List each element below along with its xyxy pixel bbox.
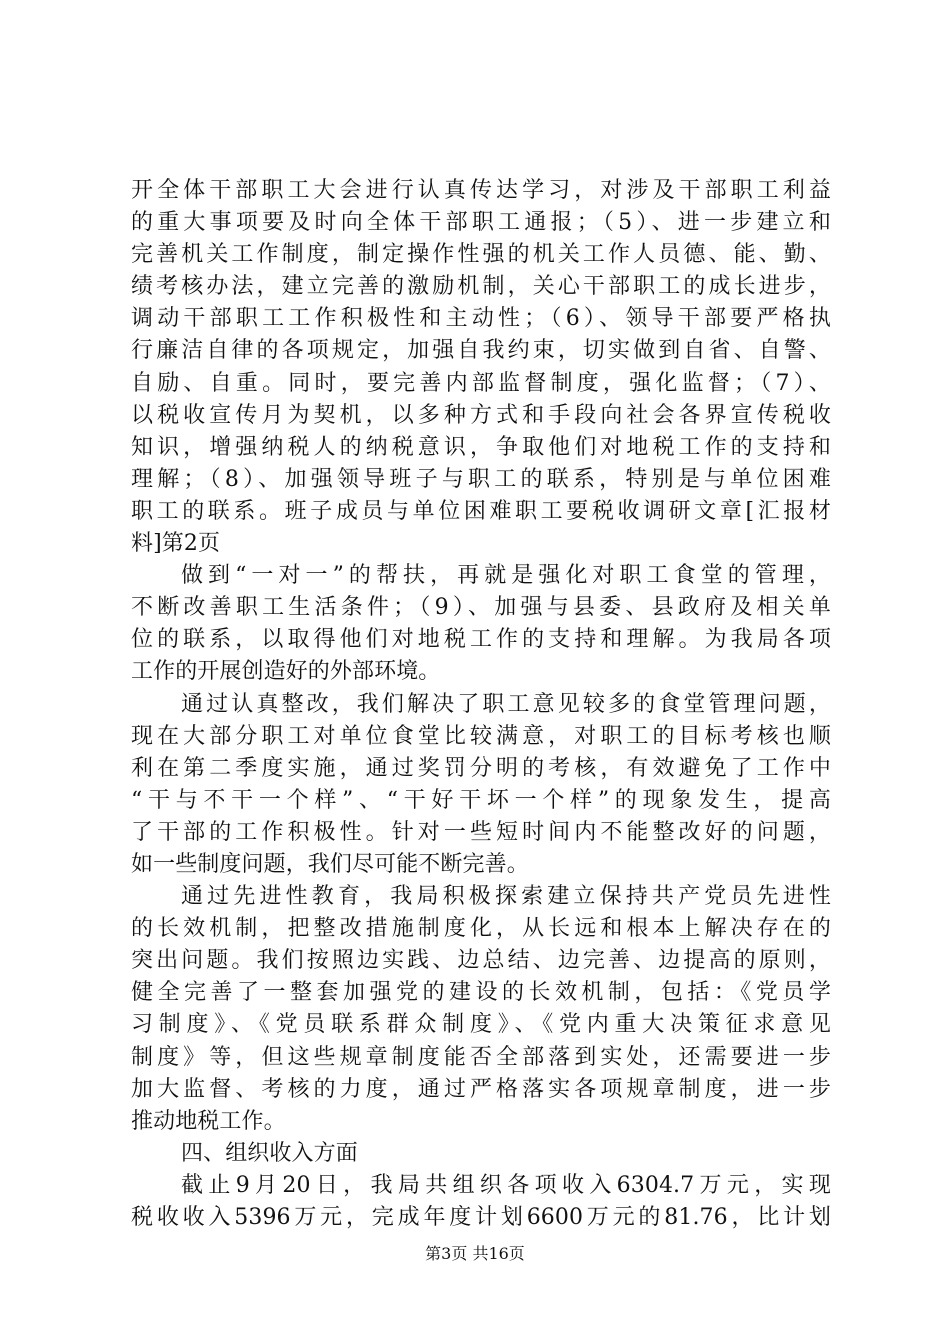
text-line: 的重大事项要及时向全体干部职工通报；（5）、进一步建立和 (131, 210, 831, 236)
text-line: 以税收宣传月为契机，以多种方式和手段向社会各界宣传税收 (131, 402, 831, 428)
text-line: 推动地税工作。 (131, 1108, 286, 1134)
text-line: 突出问题。我们按照边实践、边总结、边完善、边提高的原则， (131, 948, 831, 974)
text-line: 加大监督、考核的力度，通过严格落实各项规章制度，进一步 (131, 1076, 831, 1102)
text-line: 截止9月20日，我局共组织各项收入6304.7万元，实现 (181, 1172, 831, 1198)
text-line: 的长效机制，把整改措施制度化，从长远和根本上解决存在的 (131, 916, 831, 942)
text-line: 行廉洁自律的各项规定，加强自我约束，切实做到自省、自警、 (131, 338, 831, 364)
text-line: 如一些制度问题，我们尽可能不断完善。 (131, 851, 529, 877)
text-line: 利在第二季度实施，通过奖罚分明的考核，有效避免了工作中 (131, 755, 831, 781)
text-line: 自励、自重。同时，要完善内部监督制度，强化监督；（7）、 (131, 370, 831, 396)
text-line: “干与不干一个样”、“干好干坏一个样”的现象发生，提高 (131, 787, 831, 813)
text-line: 理解；（8）、加强领导班子与职工的联系，特别是与单位困难 (131, 466, 831, 492)
text-line: 做到“一对一”的帮扶，再就是强化对职工食堂的管理， (181, 563, 831, 589)
text-line: 完善机关工作制度，制定操作性强的机关工作人员德、能、勤、 (131, 242, 831, 268)
text-line: 不断改善职工生活条件；（9）、加强与县委、县政府及相关单 (131, 595, 831, 621)
text-line: 料]第2页 (131, 531, 221, 557)
text-line: 调动干部职工工作积极性和主动性；（6）、领导干部要严格执 (131, 306, 831, 332)
text-line: 工作的开展创造好的外部环境。 (131, 659, 441, 685)
text-line: 通过先进性教育，我局积极探索建立保持共产党员先进性 (181, 884, 831, 910)
text-line: 习制度》、《党员联系群众制度》、《党内重大决策征求意见 (131, 1012, 831, 1038)
text-line: 制度》等，但这些规章制度能否全部落到实处，还需要进一步 (131, 1044, 831, 1070)
text-line: 通过认真整改，我们解决了职工意见较多的食堂管理问题， (181, 691, 831, 717)
document-body (131, 175, 831, 1234)
text-line: 开全体干部职工大会进行认真传达学习，对涉及干部职工利益 (131, 178, 831, 203)
text-line: 绩考核办法，建立完善的激励机制，关心干部职工的成长进步， (131, 274, 831, 300)
text-line: 税收收入5396万元，完成年度计划6600万元的81.76，比计划 (131, 1205, 831, 1230)
text-line: 职工的联系。班子成员与单位困难职工要税收调研文章[汇报材 (131, 498, 831, 524)
text-line: 健全完善了一整套加强党的建设的长效机制，包括：《党员学 (131, 980, 831, 1006)
page-footer: 第3页 共16页 (425, 1244, 525, 1263)
text-line: 知识，增强纳税人的纳税意识，争取他们对地税工作的支持和 (131, 434, 831, 460)
text-line: 现在大部分职工对单位食堂比较满意，对职工的目标考核也顺 (131, 723, 831, 749)
text-line: 四、组织收入方面 (181, 1140, 358, 1166)
text-line: 了干部的工作积极性。针对一些短时间内不能整改好的问题， (131, 819, 831, 845)
text-line: 位的联系，以取得他们对地税工作的支持和理解。为我局各项 (131, 627, 831, 653)
